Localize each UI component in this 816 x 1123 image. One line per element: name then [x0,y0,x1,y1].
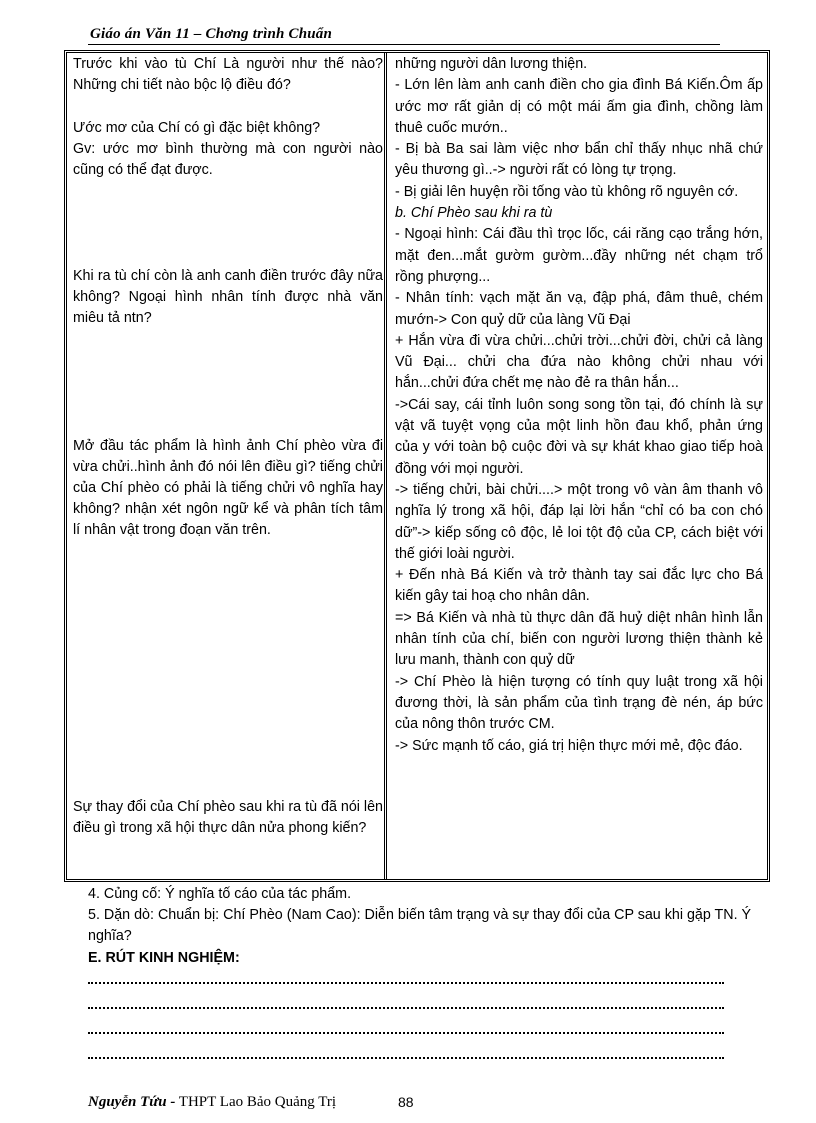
notes-line-1 [88,976,724,984]
page-number: 88 [398,1094,414,1110]
notes-line-2 [88,1001,724,1009]
answer-p14: -> Sức mạnh tố cáo, giá trị hiện thực mới mẻ, độc đáo. [395,737,743,754]
answer-subheading: b. Chí Phèo sau khi ra tù [395,205,553,222]
answers-text [395,54,763,757]
answer-p6: - Ngoại hình: Cái đầu thì trọc lốc, cái răng cạo trắng hớn, mặt đen...mắt gườm gườm...đầy những nét chạm trổ rồng phượng... [395,226,763,285]
footer-author: Nguyễn Tứu - [88,1094,176,1110]
page-header [88,24,720,45]
notes-line-4 [88,1051,724,1059]
question-4: Khi ra tù chí còn là anh canh điền trước đây nữa không? Ngoại hình nhân tính được nhà văn miêu tả ntn? [73,268,383,326]
answer-p3: - Bị bà Ba sai làm việc nhơ bẩn chỉ thấy nhục nhã chứ yêu thương gì..-> người rất có lòng tự trọng. [395,141,763,179]
section-e-heading: E. RÚT KINH NGHIỆM: [88,950,240,966]
question-6: Sự thay đổi của Chí phèo sau khi ra tù đã nói lên điều gì trong xã hội thực dân nửa phong kiến? [73,799,384,836]
answers-column [390,53,767,879]
answer-p2: - Lớn lên làm anh canh điền cho gia đình Bá Kiến.Ôm ấp ước mơ rất giản dị có một mái ấm gia đình, chồng làm thuê cuốc mướn.. [395,77,763,136]
answer-p4: - Bị giải lên huyện rồi tống vào tù không rõ nguyên cớ. [395,183,739,200]
answer-p10: -> tiếng chửi, bài chửi....> một trong vô vàn âm thanh vô nghĩa lý trong xã hội, đáp lại lời hắn “chỉ có ba con chó dữ”-> kiếp sống cô độc, lẻ loi tột độ của CP, cách biệt với thế giới loài người. [395,481,763,562]
question-1: Trước khi vào tù Chí Là người như thế nào? Những chi tiết nào bộc lộ điều đó? [73,56,383,93]
consolidation-item: 4. Củng cố: Ý nghĩa tố cáo của tác phẩm. [88,886,352,902]
question-2: Ước mơ của Chí có gì đặc biệt không? [73,120,321,136]
header-title: Giáo án Văn 11 – Chơng trình Chuẩn [90,26,333,42]
question-3: Gv: ước mơ bình thường mà con người nào cũng có thể đạt được. [73,141,383,178]
lesson-table [64,50,770,882]
answer-p8: + Hắn vừa đi vừa chửi...chửi trời...chửi đời, chửi cả làng Vũ Đại... chửi cha đứa nào không chửi nhau với hắn...chửi đứa chết mẹ nào đẻ ra thân hắn... [395,332,763,392]
answer-p13: -> Chí Phèo là hiện tượng có tính quy luật trong xã hội đương thời, là sản phẩm của tình trạng đè nén, áp bức của nông thôn trước CM. [395,673,763,733]
answer-p12: => Bá Kiến và nhà tù thực dân đã huỷ diệt nhân hình lẫn nhân tính của chí, biến con người lương thiện thành kẻ lưu manh, thành con quỷ dữ [395,609,763,669]
footer-school: THPT Lao Bảo Quảng Trị [175,1094,337,1110]
answer-p11: + Đến nhà Bá Kiến và trở thành tay sai đắc lực cho Bá kiến gây tai hoạ cho nhân dân. [395,567,763,605]
page-footer [88,1094,414,1111]
question-5: Mở đầu tác phẩm là hình ảnh Chí phèo vừa đi vừa chửi..hình ảnh đó nói lên điều gì? tiếng chửi của Chí phèo có phải là tiếng chửi vô nghĩa hay không? nhận xét ngôn ngữ kể và phân tích tâm lí nhân vật trong đoạn văn trên. [73,438,383,538]
questions-column [67,53,387,879]
notes-line-3 [88,1026,724,1034]
answer-p9: ->Cái say, cái tỉnh luôn song song tồn tại, đó chính là sự vật vã tuyệt vọng của một linh hồn đau khổ, phản ứng của y với toàn bộ cuộc đời và sự khát khao giao tiếp hoà đồng với mọi người. [395,396,763,477]
homework-item: 5. Dặn dò: Chuẩn bị: Chí Phèo (Nam Cao): Diễn biến tâm trạng và sự thay đổi của CP sau khi gặp TN. Ý nghĩa? [88,907,752,944]
answer-p1: những người dân lương thiện. [395,56,588,72]
answer-p7: - Nhân tính: vạch mặt ăn vạ, đập phá, đâm thuê, chém mướn-> Con quỷ dữ của làng Vũ Đại [395,290,763,328]
